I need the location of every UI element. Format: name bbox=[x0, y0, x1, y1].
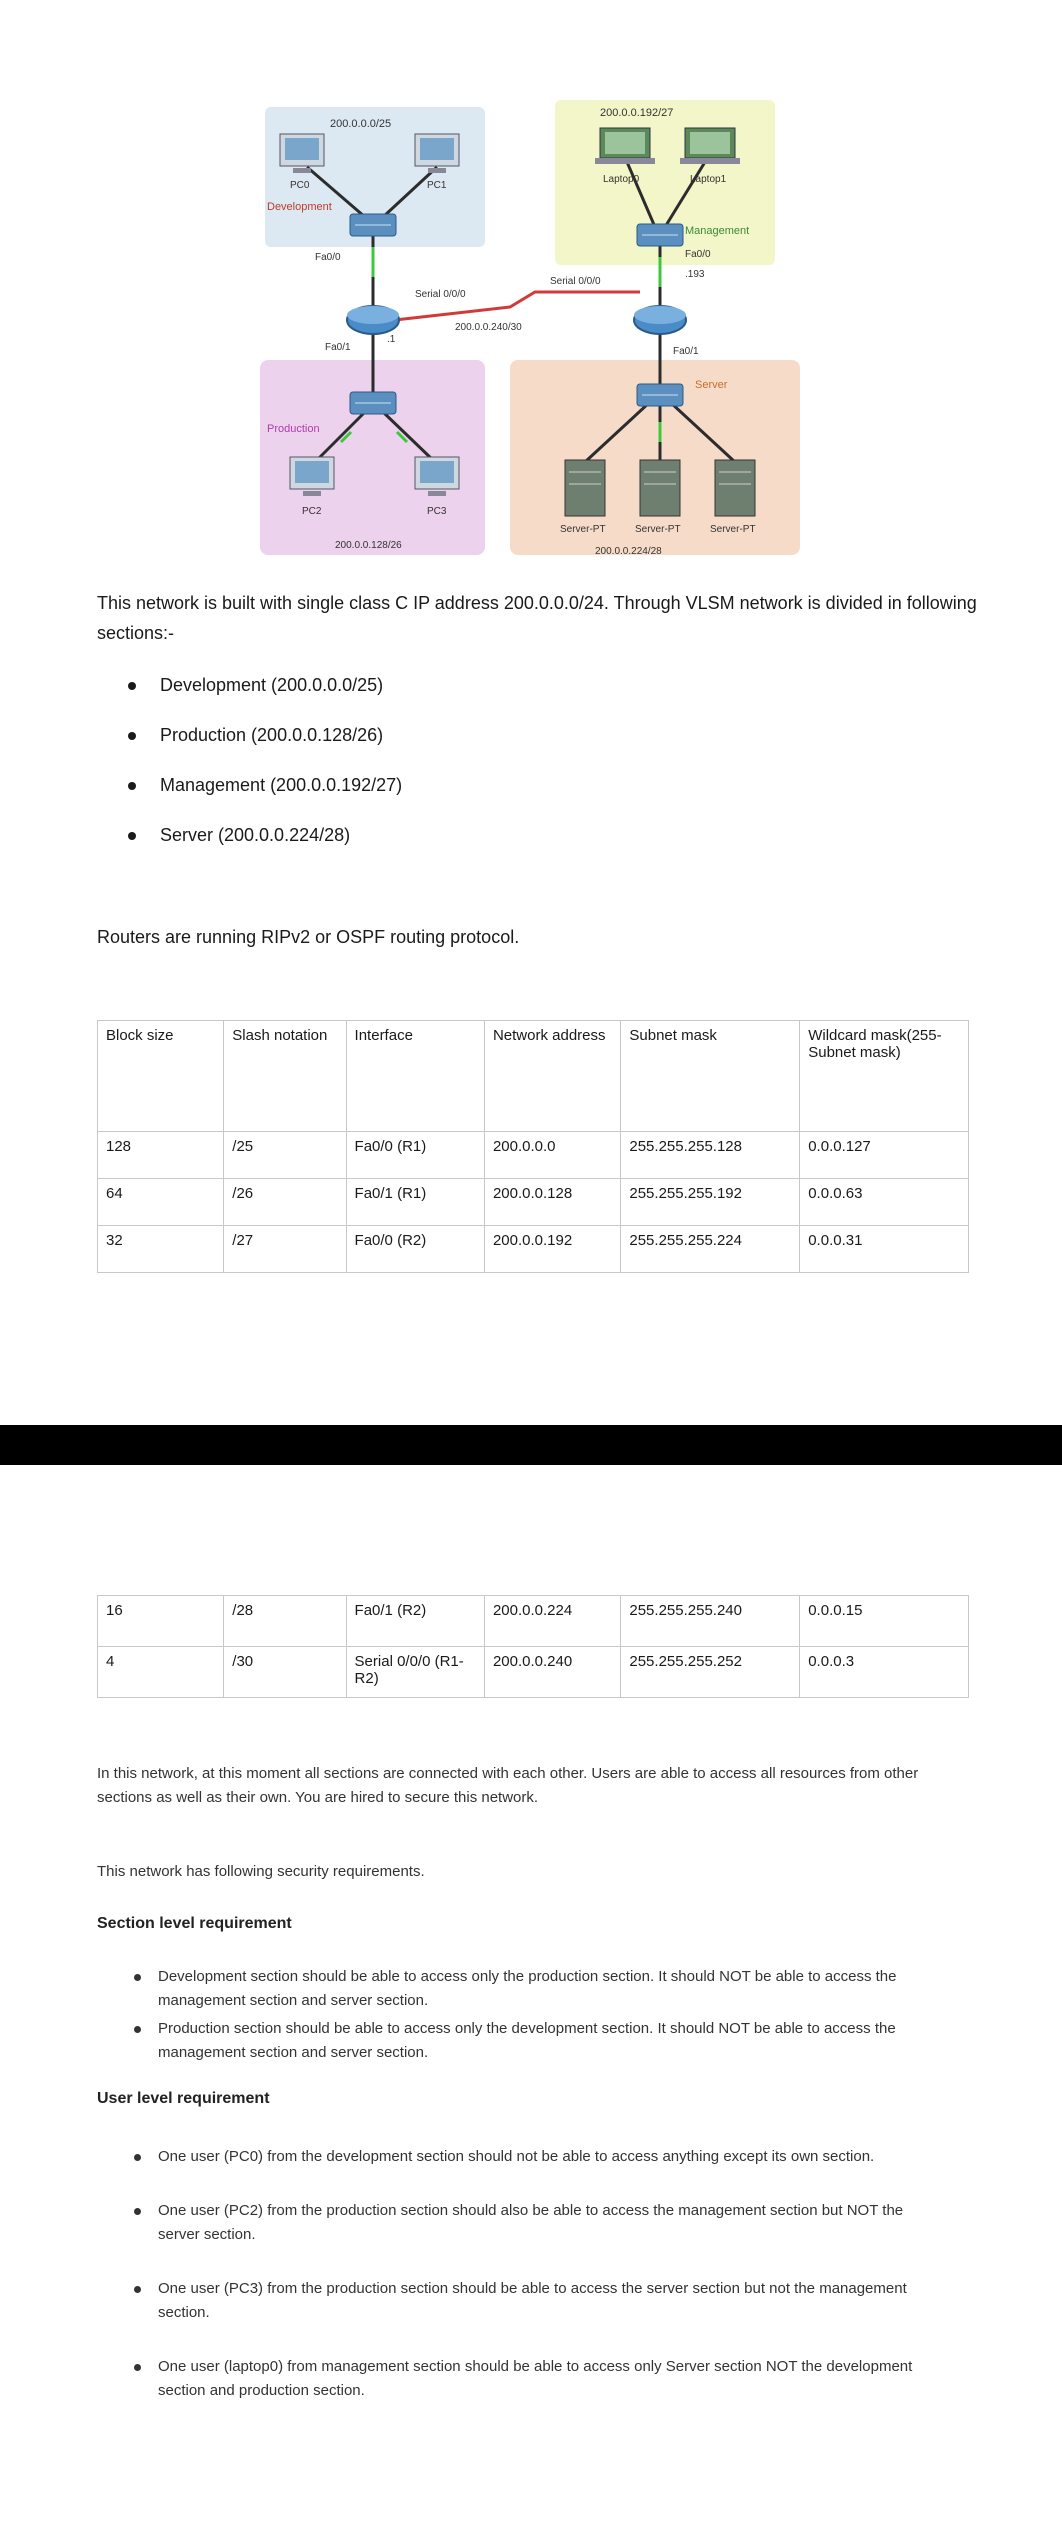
server0-icon bbox=[565, 460, 605, 516]
list-item: Production (200.0.0.128/26) bbox=[128, 720, 828, 770]
serial-network-label: 200.0.0.240/30 bbox=[455, 322, 522, 333]
table-cell: 0.0.0.127 bbox=[800, 1132, 969, 1179]
development-label: Development bbox=[267, 201, 332, 213]
pc3-label: PC3 bbox=[427, 506, 447, 517]
requirements-intro: This network has following security requirements. bbox=[97, 1863, 425, 1880]
switch-server bbox=[637, 384, 683, 406]
section-requirements-heading: Section level requirement bbox=[97, 1915, 292, 1932]
table-cell: Serial 0/0/0 (R1-R2) bbox=[346, 1647, 484, 1698]
column-header: Slash notation bbox=[224, 1021, 346, 1132]
development-network-label: 200.0.0.0/25 bbox=[330, 118, 392, 130]
table-cell: Fa0/1 (R1) bbox=[346, 1179, 484, 1226]
table-cell: Fa0/0 (R2) bbox=[346, 1226, 484, 1273]
routing-paragraph: Routers are running RIPv2 or OSPF routing protocol. bbox=[97, 927, 520, 947]
table-cell: 255.255.255.128 bbox=[621, 1132, 800, 1179]
table-cell: 0.0.0.15 bbox=[800, 1596, 969, 1647]
list-item: Development (200.0.0.0/25) bbox=[128, 670, 828, 720]
list-item: Server (200.0.0.224/28) bbox=[128, 820, 828, 870]
router-r2 bbox=[634, 306, 686, 334]
list-item: One user (PC0) from the development section should not be able to access anything except its own section. bbox=[128, 2145, 928, 2169]
server1-label: Server-PT bbox=[635, 524, 681, 535]
table-cell: 200.0.0.128 bbox=[484, 1179, 620, 1226]
table-cell: 64 bbox=[98, 1179, 224, 1226]
list-item: Production section should be able to access only the development section. It should NOT be able to access the management section and server section. bbox=[128, 2017, 928, 2065]
table-row bbox=[98, 1132, 969, 1179]
network-topology-diagram bbox=[255, 92, 805, 562]
server0-label: Server-PT bbox=[560, 524, 606, 535]
table-cell: 200.0.0.192 bbox=[484, 1226, 620, 1273]
r1-fa1-label: Fa0/1 bbox=[325, 342, 351, 353]
pc0-label: PC0 bbox=[290, 180, 310, 191]
intro-paragraph: This network is built with single class C IP address 200.0.0.0/24. Through VLSM network is divided in following sections:- bbox=[97, 593, 977, 643]
page-divider bbox=[0, 1425, 1062, 1465]
column-header: Subnet mask bbox=[621, 1021, 800, 1132]
document-page-2 bbox=[0, 1465, 1062, 2521]
table-cell: 16 bbox=[98, 1596, 224, 1647]
table-cell: 200.0.0.240 bbox=[484, 1647, 620, 1698]
table-cell: 0.0.0.31 bbox=[800, 1226, 969, 1273]
pc2-label: PC2 bbox=[302, 506, 322, 517]
table-cell: 128 bbox=[98, 1132, 224, 1179]
column-header: Network address bbox=[484, 1021, 620, 1132]
table-cell: 32 bbox=[98, 1226, 224, 1273]
table-cell: 4 bbox=[98, 1647, 224, 1698]
pc1-label: PC1 bbox=[427, 180, 447, 191]
table-cell: /30 bbox=[224, 1647, 346, 1698]
switch-management bbox=[637, 224, 683, 246]
list-item: Development section should be able to access only the production section. It should NOT be able to access the management section and server section. bbox=[128, 1965, 928, 2013]
sections-list bbox=[128, 670, 828, 870]
table-cell: Fa0/1 (R2) bbox=[346, 1596, 484, 1647]
laptop0-icon bbox=[595, 128, 655, 164]
vlsm-table-continued bbox=[97, 1595, 969, 1698]
table-cell: 255.255.255.192 bbox=[621, 1179, 800, 1226]
table-header-row bbox=[98, 1021, 969, 1132]
user-requirements-list bbox=[128, 2145, 928, 2433]
r2-ip-label: .193 bbox=[685, 269, 705, 280]
production-label: Production bbox=[267, 423, 320, 435]
table-row bbox=[98, 1596, 969, 1647]
table-cell: 255.255.255.240 bbox=[621, 1596, 800, 1647]
column-header: Wildcard mask(255-Subnet mask) bbox=[800, 1021, 969, 1132]
r1-fa0-label: Fa0/0 bbox=[315, 252, 341, 263]
list-item: One user (PC2) from the production section should also be able to access the management section but NOT the server section. bbox=[128, 2199, 928, 2247]
table-cell: /28 bbox=[224, 1596, 346, 1647]
vlsm-table bbox=[97, 1020, 969, 1273]
table-cell: Fa0/0 (R1) bbox=[346, 1132, 484, 1179]
production-network-label: 200.0.0.128/26 bbox=[335, 540, 402, 551]
server2-icon bbox=[715, 460, 755, 516]
table-cell: /26 bbox=[224, 1179, 346, 1226]
laptop0-label: Laptop0 bbox=[603, 174, 640, 185]
user-requirements-heading: User level requirement bbox=[97, 2090, 270, 2107]
laptop1-icon bbox=[680, 128, 740, 164]
table-cell: 200.0.0.224 bbox=[484, 1596, 620, 1647]
table-cell: 200.0.0.0 bbox=[484, 1132, 620, 1179]
server-network-label: 200.0.0.224/28 bbox=[595, 546, 662, 557]
r2-fa1-label: Fa0/1 bbox=[673, 346, 699, 357]
list-item: One user (laptop0) from management section should be able to access only Server section NOT the development section and production section. bbox=[128, 2355, 928, 2403]
r1-ip-label: .1 bbox=[387, 334, 396, 345]
switch-development bbox=[350, 214, 396, 236]
column-header: Block size bbox=[98, 1021, 224, 1132]
column-header: Interface bbox=[346, 1021, 484, 1132]
table-row bbox=[98, 1226, 969, 1273]
table-cell: 0.0.0.63 bbox=[800, 1179, 969, 1226]
r2-fa0-label: Fa0/0 bbox=[685, 249, 711, 260]
router-r1 bbox=[347, 306, 399, 334]
table-cell: /27 bbox=[224, 1226, 346, 1273]
scenario-paragraph: In this network, at this moment all sections are connected with each other. Users are able to access all resources from other sections as well as their own. You are hired to secure this network. bbox=[97, 1765, 919, 1806]
laptop1-label: Laptop1 bbox=[690, 174, 727, 185]
list-item: Management (200.0.0.192/27) bbox=[128, 770, 828, 820]
table-row bbox=[98, 1647, 969, 1698]
switch-production bbox=[350, 392, 396, 414]
server2-label: Server-PT bbox=[710, 524, 756, 535]
table-row bbox=[98, 1179, 969, 1226]
management-label: Management bbox=[685, 225, 750, 237]
server-label: Server bbox=[695, 379, 728, 391]
table-cell: 0.0.0.3 bbox=[800, 1647, 969, 1698]
table-cell: /25 bbox=[224, 1132, 346, 1179]
management-network-label: 200.0.0.192/27 bbox=[600, 107, 674, 119]
serial-label-r0: Serial 0/0/0 bbox=[415, 289, 466, 300]
serial-label-r1: Serial 0/0/0 bbox=[550, 276, 601, 287]
table-cell: 255.255.255.252 bbox=[621, 1647, 800, 1698]
server1-icon bbox=[640, 460, 680, 516]
section-requirements-list bbox=[128, 1965, 928, 2069]
table-cell: 255.255.255.224 bbox=[621, 1226, 800, 1273]
list-item: One user (PC3) from the production section should be able to access the server section but not the management section. bbox=[128, 2277, 928, 2325]
